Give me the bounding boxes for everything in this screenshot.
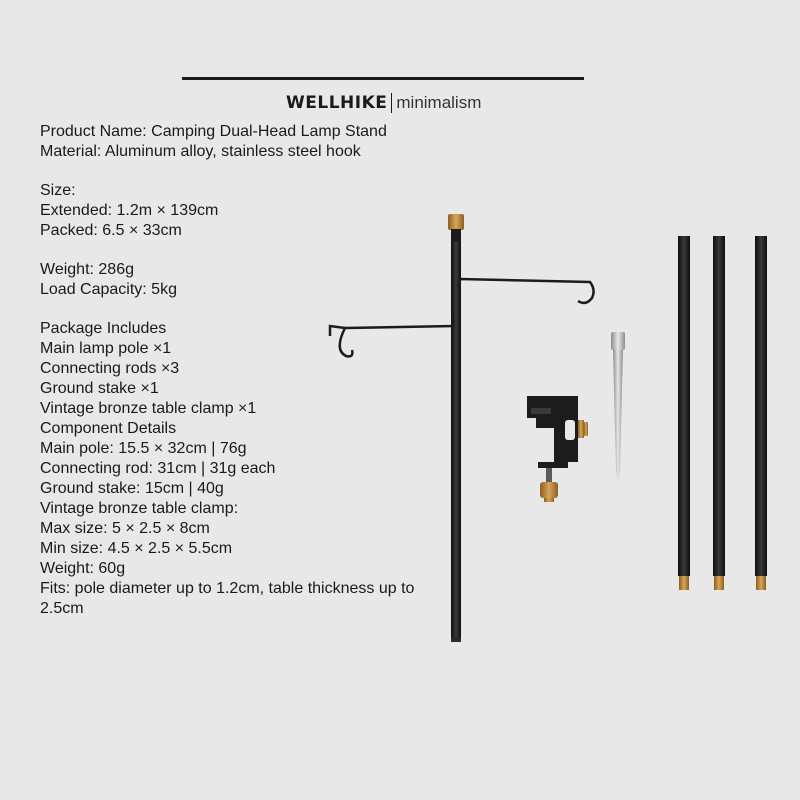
package-rods: Connecting rods ×3 <box>40 360 180 377</box>
package-clamp: Vintage bronze table clamp ×1 <box>40 400 257 417</box>
ground-stake <box>611 332 625 486</box>
table-clamp <box>527 396 588 502</box>
clamp-screw-knob <box>540 482 558 498</box>
package-main-pole: Main lamp pole ×1 <box>40 340 172 357</box>
spec-size-packed: Packed: 6.5 × 33cm <box>40 222 182 239</box>
component-heading: Component Details <box>40 420 177 437</box>
spec-load-capacity: Load Capacity: 5kg <box>40 281 177 298</box>
clamp-fits: Fits: pole diameter up to 1.2cm, table thickness up to 2.5cm <box>40 580 415 617</box>
spec-size-extended: Extended: 1.2m × 139cm <box>40 202 219 219</box>
component-main-pole: Main pole: 15.5 × 32cm | 76g <box>40 440 247 457</box>
right-hook <box>459 279 594 303</box>
clamp-max-size: Max size: 5 × 2.5 × 8cm <box>40 520 210 537</box>
connecting-rod <box>713 236 725 590</box>
pole-shaft <box>451 241 461 641</box>
component-rod: Connecting rod: 31cm | 31g each <box>40 460 276 477</box>
spec-product-name: Product Name: Camping Dual-Head Lamp Stand <box>40 123 387 140</box>
spec-material: Material: Aluminum alloy, stainless steel hook <box>40 143 361 160</box>
spec-weight: Weight: 286g <box>40 261 134 278</box>
component-stake: Ground stake: 15cm | 40g <box>40 480 224 497</box>
clamp-min-size: Min size: 4.5 × 2.5 × 5.5cm <box>40 540 233 557</box>
pole-top-cap <box>448 214 464 230</box>
connecting-rod <box>755 236 767 590</box>
clamp-weight: Weight: 60g <box>40 560 126 577</box>
package-heading: Package Includes <box>40 320 167 337</box>
package-stake: Ground stake ×1 <box>40 380 159 397</box>
spec-size-heading: Size: <box>40 182 76 199</box>
clamp-heading: Vintage bronze table clamp: <box>40 500 239 517</box>
connecting-rod <box>678 236 690 590</box>
left-hook <box>340 314 453 356</box>
brand-name: WELLHIKE <box>286 93 388 113</box>
brand-tagline: minimalism <box>396 93 482 112</box>
